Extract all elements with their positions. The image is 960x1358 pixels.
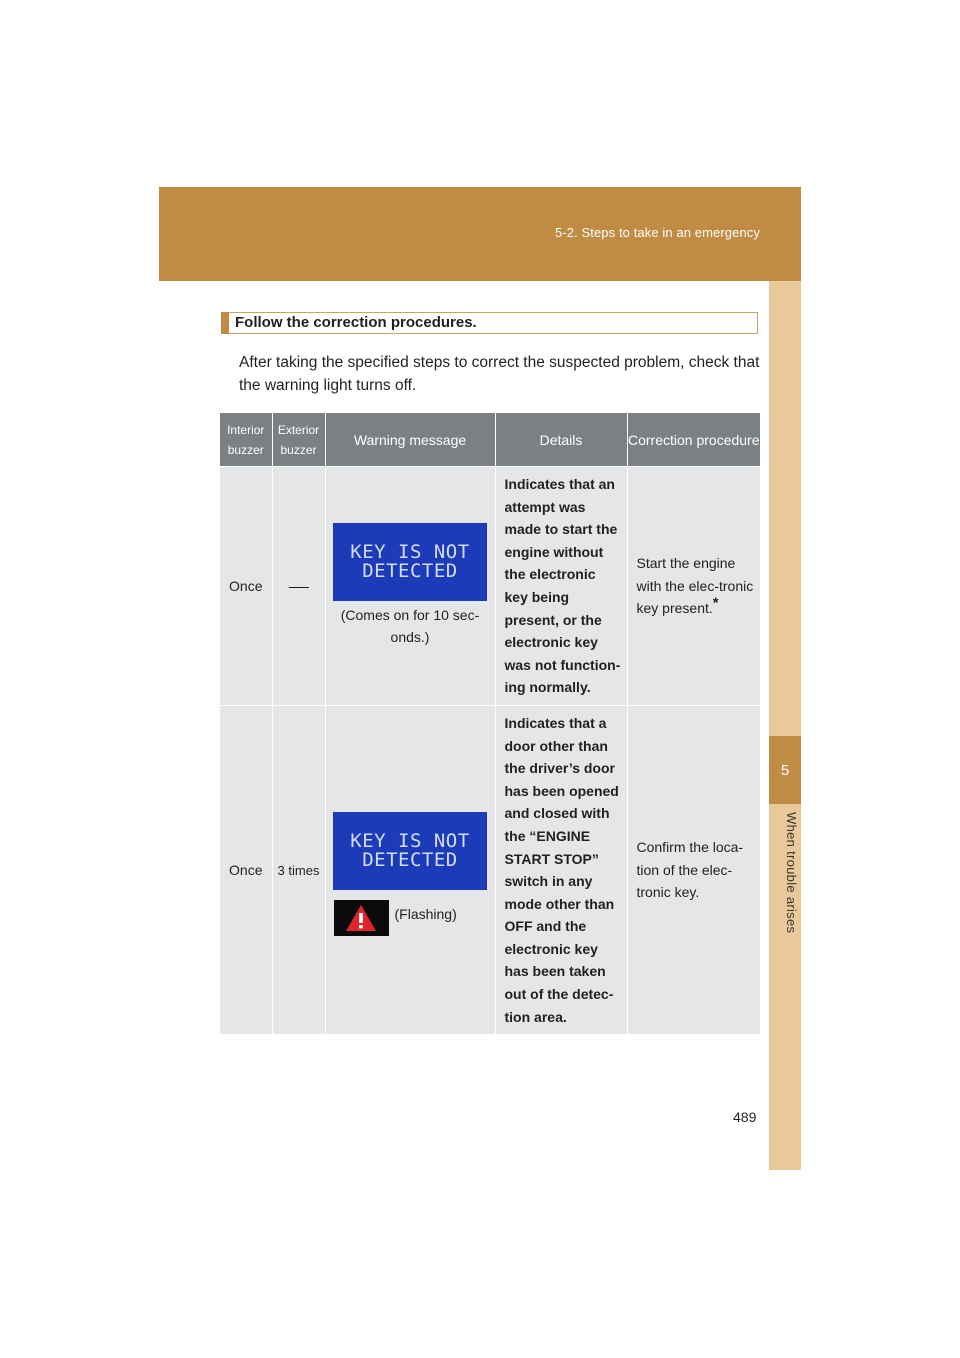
- lcd-line-2: DETECTED: [362, 849, 458, 872]
- header-interior-buzzer: Interior buzzer: [220, 413, 272, 467]
- warning-light: [334, 900, 389, 936]
- cell-interior-buzzer: Once: [220, 467, 272, 706]
- lcd-display: [333, 523, 487, 601]
- warning-table: [220, 413, 760, 1034]
- side-strip: [769, 281, 801, 1170]
- header-title: 5-2. Steps to take in an emergency: [554, 225, 760, 240]
- header-warning-message: Warning message: [325, 413, 495, 467]
- intro-paragraph: After taking the specified steps to correct the suspected problem, check that the warning light turns off.: [239, 354, 760, 394]
- display-note: (Flashing): [394, 906, 457, 923]
- page-number: 489: [733, 1109, 757, 1125]
- lcd-line-2: DETECTED: [362, 560, 458, 583]
- lcd-display: [333, 812, 487, 890]
- display-note: (Comes on for 10 sec-onds.): [340, 607, 480, 646]
- table-header-row: [220, 413, 760, 467]
- cell-correction: [627, 467, 760, 706]
- footnote-mark: *: [712, 594, 719, 612]
- header-band: [159, 187, 801, 281]
- lcd-line-1: KEY IS NOT: [350, 830, 470, 853]
- table-row: [220, 467, 760, 706]
- dash-mark: [289, 587, 309, 588]
- cell-exterior-buzzer: [272, 467, 325, 706]
- header-details: Details: [495, 413, 627, 467]
- lcd-line-1: KEY IS NOT: [350, 541, 470, 564]
- header-correction-procedure: Correction procedure: [627, 413, 760, 467]
- section-heading-text: Follow the correction procedures.: [235, 314, 477, 331]
- cell-warning-message: [325, 467, 495, 706]
- section-heading-bar: [221, 312, 229, 334]
- cell-interior-buzzer: Once: [220, 705, 272, 1034]
- header-exterior-buzzer: Exterior buzzer: [272, 413, 325, 467]
- chapter-tab: 5: [769, 736, 801, 804]
- cell-details: Indicates that a door other than the driver’s door has been opened and closed with the “ENGINE START STOP” switch in any mode other than OFF and the electronic key has been taken out of the detec-tion area.: [495, 705, 627, 1034]
- section-heading: [221, 312, 758, 334]
- chapter-label: When trouble arises: [784, 812, 799, 934]
- correction-text: Start the engine with the elec-tronic key present.: [636, 555, 754, 617]
- table-row: [220, 705, 760, 1034]
- cell-warning-message: [325, 705, 495, 1034]
- warning-light-row: [334, 900, 495, 936]
- cell-correction: Confirm the loca-tion of the elec-tronic key.: [627, 705, 760, 1034]
- warning-triangle-icon: [344, 903, 378, 933]
- cell-exterior-buzzer: 3 times: [272, 705, 325, 1034]
- cell-details: Indicates that an attempt was made to start the engine without the electronic key being present, or the electronic key was not function-ing normally.: [495, 467, 627, 706]
